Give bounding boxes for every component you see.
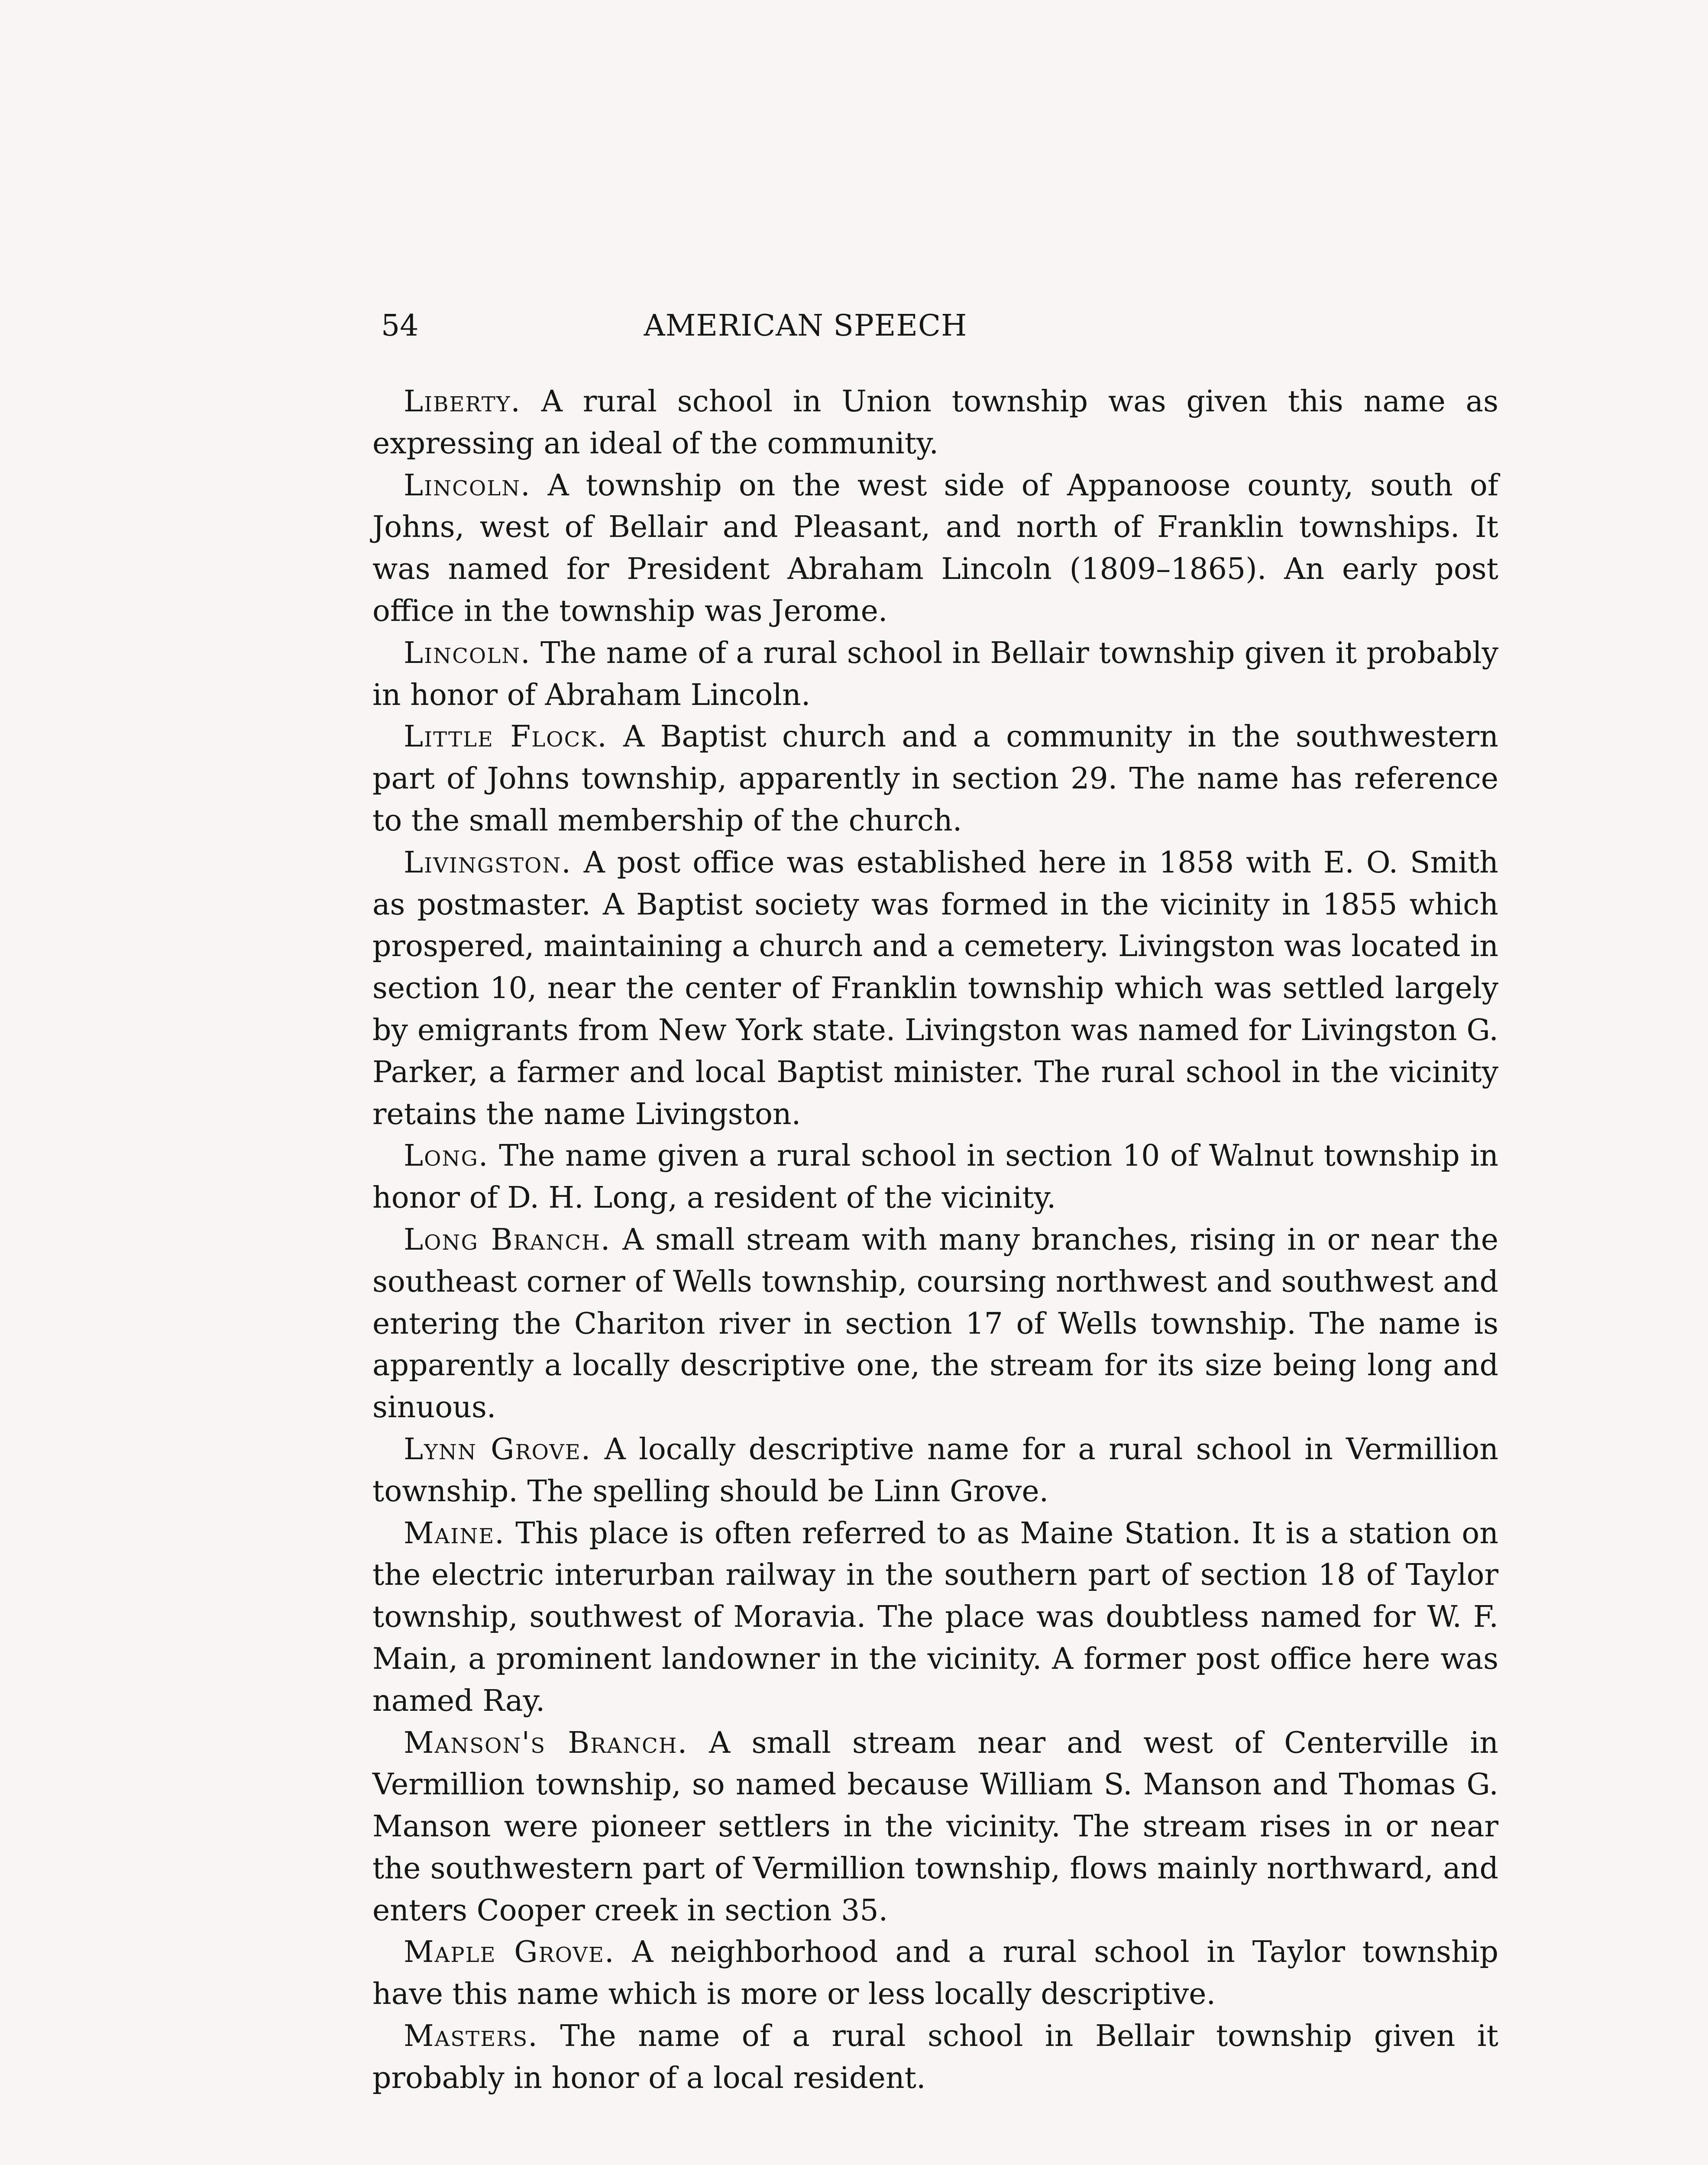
entry-text: A small stream near and west of Centerville in Vermillion township, so named because William S. Manson and Thomas G. Manson were pioneer settlers in the vicinity. The stream rises in or near the southwestern part of Vermillion township, flows mainly northward, and enters Cooper creek in section 35. [372, 1726, 1498, 1928]
entry-text: A Baptist church and a community in the southwestern part of Johns township, apparently in section 29. The name has reference to the small membership of the church. [372, 720, 1498, 838]
entry-masters [372, 2016, 1498, 2100]
headword: Livingston. [404, 845, 572, 880]
entry-text: The name of a rural school in Bellair township given it probably in honor of Abraham Lincoln. [372, 636, 1498, 712]
entry-mansons-branch [372, 1722, 1498, 1932]
headword: Lynn Grove. [404, 1432, 592, 1467]
headword: Manson's Branch. [404, 1726, 688, 1760]
entry-text: A post office was established here in 1858 with E. O. Smith as postmaster. A Baptist society was formed in the vicinity in 1855 which prospered, maintaining a church and a cemetery. Livingston was located in section 10, near the center of Franklin township which was settled largely by emigrants from New York state. Livingston was named for Livingston G. Parker, a farmer and local Baptist minister. The rural school in the vicinity retains the name Livingston. [372, 845, 1498, 1131]
entry-lincoln-township [372, 465, 1498, 633]
entry-livingston [372, 842, 1498, 1136]
entry-liberty [372, 381, 1498, 465]
entry-maine [372, 1513, 1498, 1722]
entry-text: A neighborhood and a rural school in Taylor township have this name which is more or less locally descriptive. [372, 1935, 1498, 2012]
entry-long-branch [372, 1219, 1498, 1429]
entry-text: A small stream with many branches, rising in or near the southeast corner of Wells township, coursing northwest and southwest and entering the Chariton river in section 17 of Wells township. The name is apparently a locally descriptive one, the stream for its size being long and sinuous. [372, 1222, 1498, 1425]
headword: Lincoln. [404, 468, 531, 503]
entry-maple-grove [372, 1932, 1498, 2016]
entry-lincoln-school [372, 633, 1498, 717]
entry-long [372, 1135, 1498, 1219]
headword: Long Branch. [404, 1222, 611, 1257]
headword: Little Flock. [404, 720, 608, 754]
running-head: AMERICAN SPEECH [644, 309, 967, 343]
entry-text: The name of a rural school in Bellair township given it probably in honor of a local resident. [372, 2019, 1498, 2095]
headword: Maine. [404, 1516, 505, 1551]
headword: Lincoln. [404, 636, 531, 670]
entry-lynn-grove [372, 1429, 1498, 1513]
gazetteer-entries [372, 381, 1498, 2100]
headword: Long. [404, 1139, 489, 1173]
entry-text: This place is often referred to as Maine Station. It is a station on the electric interurban railway in the southern part of section 18 of Taylor township, southwest of Moravia. The place was doubtless named for W. F. Main, a prominent landowner in the vicinity. A former post office here was named Ray. [372, 1516, 1498, 1718]
entry-text: A rural school in Union township was given this name as expressing an ideal of the community. [372, 385, 1498, 461]
entry-little-flock [372, 716, 1498, 842]
entry-text: A locally descriptive name for a rural school in Vermillion township. The spelling should be Linn Grove. [372, 1432, 1498, 1509]
headword: Masters. [404, 2019, 538, 2054]
page-number: 54 [381, 309, 419, 343]
headword: Maple Grove. [404, 1935, 615, 1970]
headword: Liberty. [404, 385, 521, 419]
entry-text: The name given a rural school in section 10 of Walnut township in honor of D. H. Long, a resident of the vicinity. [372, 1139, 1498, 1215]
page-header [381, 305, 1126, 349]
entry-text: A township on the west side of Appanoose county, south of Johns, west of Bellair and Pleasant, and north of Franklin townships. It was named for President Abraham Lincoln (1809–1865). An early post office in the township was Jerome. [372, 468, 1498, 628]
